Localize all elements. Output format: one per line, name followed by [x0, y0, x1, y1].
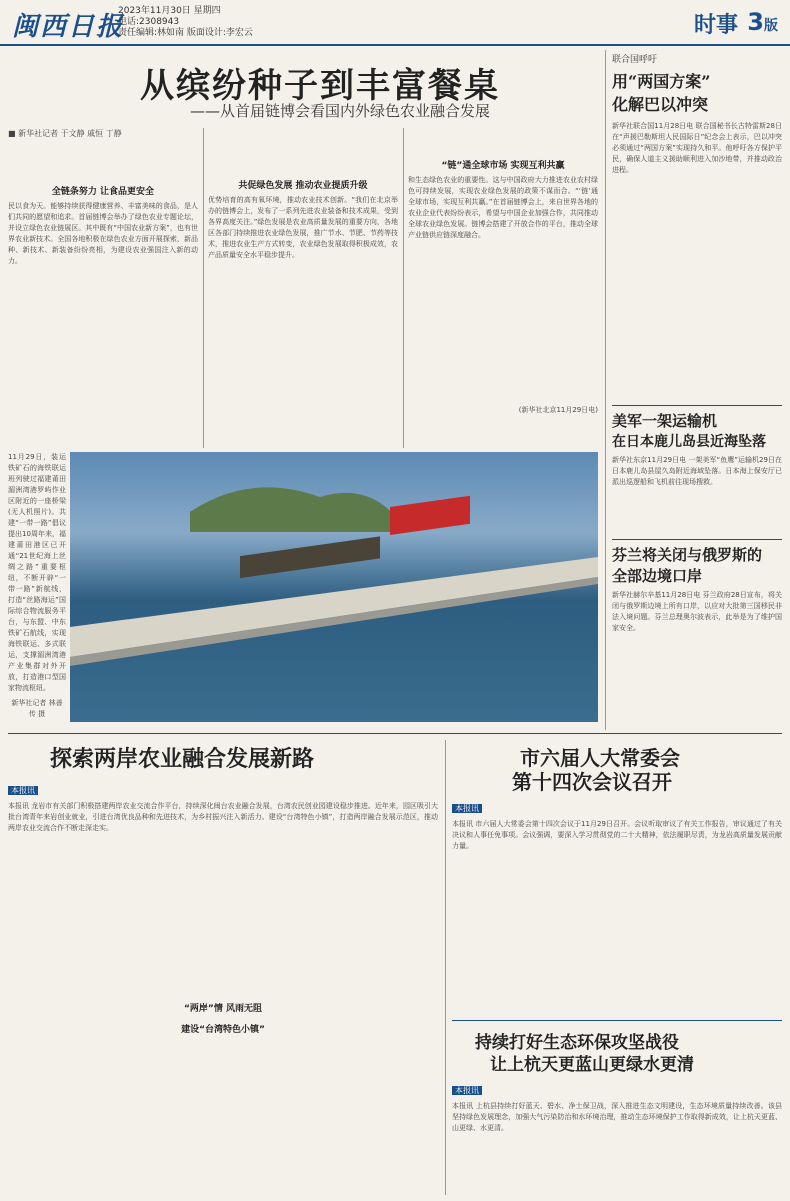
- sidebar-title-3: 美军一架运输机: [612, 412, 718, 430]
- sidebar-title-1: 用“两国方案”: [612, 72, 711, 91]
- lead-column-1: 全链条努力 让食品更安全 民以食为天。能够持续获得健康营养、丰富美味的食品，是人们共同的愿望和追求。首届链博会举办了绿色农业专题论坛，并设立绿色农业链展区。其中既有“中国农业新方案”，也有世界农业新技术。全国各地积极在绿色农业方面开展探索，新品种、新技术、新装备纷纷亮相，为建设农业强国注入新的动力。: [8, 144, 198, 449]
- taiwan-subhead-1: “两岸”情 风雨无阻: [184, 1004, 262, 1014]
- island-shape: [190, 487, 400, 532]
- congress-title-1: 市六届人大常委会: [520, 746, 680, 770]
- taiwan-article-title: 探索两岸农业融合发展新路: [50, 746, 315, 772]
- eco-title-2: 让上杭天更蓝山更绿水更清: [490, 1055, 694, 1075]
- taiwan-subhead-2: 建设“台湾特色小镇”: [181, 1025, 265, 1035]
- sidebar-title-6: 全部边境口岸: [612, 567, 703, 585]
- eco-title-1: 持续打好生态环保攻坚战役: [475, 1033, 679, 1053]
- column-rule: [445, 740, 446, 1195]
- lead-subhead-1: 全链条努力 让食品更安全: [51, 187, 155, 197]
- photo-illustration: [70, 452, 598, 722]
- issue-date: 2023年11月30日 星期四: [118, 6, 221, 16]
- photo-credit: 新华社记者 林善传 摄: [11, 699, 63, 718]
- lead-subtitle: ——从首届链博会看国内外绿色农业融合发展: [190, 102, 491, 120]
- lead-column-2: 共促绿色发展 推动农业提质升级 优势培育的高有氧环境，推动农业技术创新。“我们在北京举办的链博会上，发布了一系列先进农业装备和技术成果，受到各界高度关注。”绿色发展是农业高质量发展的重要方向，各地区各部门持续推进农业绿色发展，推广节水、节肥、节药等技术，推进农业生产方式转变，农业绿色发展取得积极成效，农产品质量安全水平稳步提升。: [208, 128, 398, 433]
- section-title: 时事: [693, 13, 738, 38]
- column-rule: [203, 128, 204, 448]
- page-number: 3版: [747, 8, 778, 36]
- congress-article: 本报讯 本报讯 市六届人大常委会第十四次会议于11月29日召开。会议听取审议了有关工作报告，审议通过了有关决议和人事任免事项。会议强调，要深入学习贯彻党的二十大精神，依法履职尽责，为龙岩高质量发展贡献力量。: [452, 804, 782, 850]
- sidebar-rule: [605, 50, 606, 730]
- newspaper-logo: 闽西日报: [12, 12, 125, 42]
- taiwan-article: 本报讯 本报讯 龙岩市有关部门积极搭建两岸农业交流合作平台，持续深化闽台农业融合发展，台湾农民创业园建设稳步推进。近年来，园区吸引大批台湾青年来岩创业就业，引进台湾优良品种和先进技术，为乡村振兴注入新活力。建设“台湾特色小镇”，打造两岸融合发展示范区，推动两岸农业交流合作不断走深走实。 “两岸”情 风雨无阻 建设“台湾特色小镇”: [8, 786, 438, 1035]
- sidebar: 联合国呼吁 用“两国方案” 化解巴以冲突 新华社联合国11月28日电 联合国秘书长古特雷斯28日在“声援巴勒斯坦人民国际日”纪念会上表示，巴以冲突必须通过“两国方案”实现持久和平。他呼吁各方保护平民，确保人道主义援助顺利进入加沙地带，并推动政治进程。 美军一架运输机 在日本鹿儿岛县近海坠落 新华社东京11月29日电 一架美军“鱼鹰”运输机29日在日本鹿儿岛县屋久岛附近海域坠落。日本海上保安厅已派出巡逻船和飞机前往现场搜救。 芬兰将关闭与俄罗斯的 全部边境口岸 新华社赫尔辛基11月28日电 芬兰政府28日宣布，将关闭与俄罗斯边境上所有口岸，以应对大批第三国移民非法入境问题。芬兰总理奥尔波表示，此举是为了维护国家安全。: [612, 52, 782, 710]
- taiwan-tag: 本报讯: [8, 786, 38, 795]
- lead-end-note: (新华社北京11月29日电): [518, 406, 598, 414]
- bridge-shape: [70, 557, 598, 657]
- column-rule: [403, 128, 404, 448]
- phone: 电话:2308943: [118, 17, 180, 27]
- congress-tag: 本报讯: [452, 804, 482, 813]
- lead-subhead-3: “链”通全球市场 实现互利共赢: [441, 161, 565, 171]
- sidebar-title-2: 化解巴以冲突: [612, 95, 709, 114]
- locomotive: [390, 496, 470, 535]
- editors: 责任编辑:林如南 版面设计:李宏云: [118, 28, 253, 38]
- section-divider: [8, 733, 782, 734]
- photo-caption: 11月29日，装运铁矿石的海铁联运班列驶过福建莆田湄洲湾港罗屿作业区附近的一座桥梁(无人机照片)。共建“一带一路”倡议提出10周年来，福建莆田港区已开通“21世纪海上丝绸之路”重要枢纽，不断开辟“一带一路”新航线，打造“丝路海运”国际综合物流服务平台，与东盟、中东铁矿石航线，实现海铁联运、多式联运，支撑湄洲湾港产业集群对外开放，打造港口型国家物流枢纽。 新华社记者 林善传 摄: [8, 453, 66, 718]
- lead-column-3: “链”通全球市场 实现互利共赢 和生态绿色农业的重要性。这与中国政府大力推进农业农村绿色可持续发展，实现农业绿色发展的政策不谋而合。“‘链’通全球市场，实现互利共赢。”在首届链博会上，来自世界各地的农业企业代表纷纷表示，希望与中国企业加强合作，共同推动全球农业绿色发展。链博会搭建了开放合作的平台，推动全球产业链供应链深度融合。 (新华社北京11月29日电): [408, 128, 598, 433]
- eco-tag: 本报讯: [452, 1086, 482, 1095]
- masthead: [0, 0, 790, 46]
- sidebar-title-5: 芬兰将关闭与俄罗斯的: [612, 546, 763, 564]
- congress-title-2: 第十四次会议召开: [512, 770, 672, 794]
- lead-title: 从缤纷种子到丰富餐桌: [140, 66, 500, 106]
- lead-byline: ■ 新华社记者 于文静 戚恒 丁静: [8, 129, 122, 138]
- sidebar-title-4: 在日本鹿儿岛县近海坠落: [612, 434, 766, 450]
- lead-subhead-2: 共促绿色发展 推动农业提质升级: [238, 181, 368, 191]
- eco-article: 本报讯 本报讯 上杭县持续打好蓝天、碧水、净土保卫战，深入推进生态文明建设，生态环境质量持续改善。该县坚持绿色发展理念，加强大气污染防治和水环境治理，推动生态环境保护工作取得新成效，让上杭天更蓝、山更绿、水更清。: [452, 1086, 782, 1132]
- masthead-meta: [118, 6, 253, 39]
- freight-cars: [240, 536, 380, 578]
- sidebar-kicker: 联合国呼吁: [612, 55, 658, 65]
- train-bridge-photo: [70, 452, 598, 722]
